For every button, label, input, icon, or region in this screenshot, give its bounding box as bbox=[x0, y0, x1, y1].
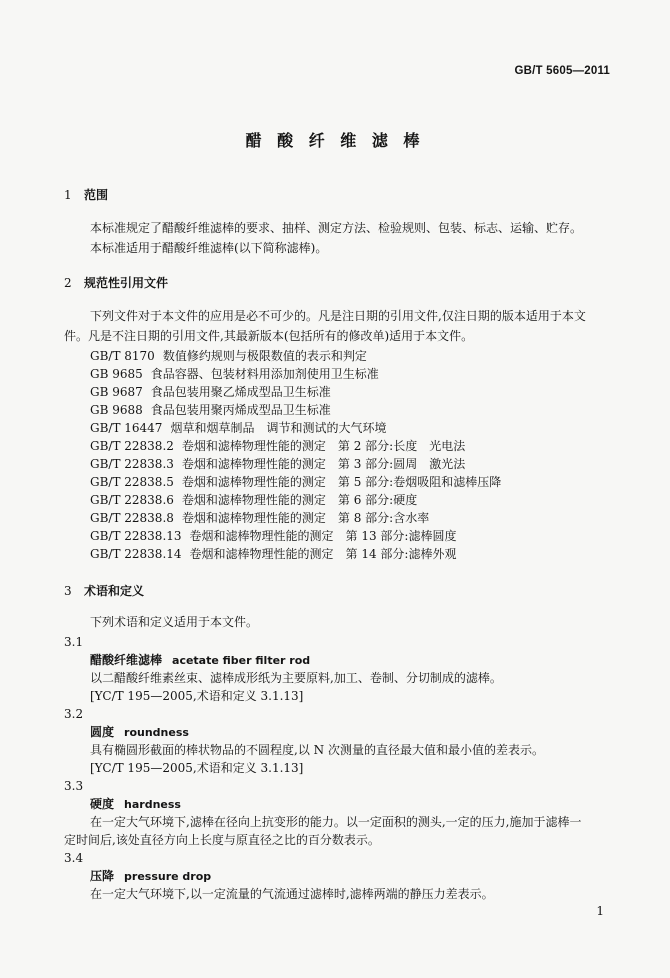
reference-title: 食品包装用聚丙烯成型品卫生标准 bbox=[150, 403, 331, 417]
term-number: 3.4 bbox=[64, 851, 84, 865]
reference-title: 食品容器、包装材料用添加剂使用卫生标准 bbox=[150, 367, 379, 381]
term-heading bbox=[90, 652, 310, 669]
reference-title: 卷烟和滤棒物理性能的测定 第 8 部分:含水率 bbox=[181, 511, 430, 525]
term-en: pressure drop bbox=[124, 870, 212, 883]
reference-item bbox=[90, 510, 429, 526]
standard-number: GB/T 5605—2011 bbox=[514, 65, 610, 77]
reference-item bbox=[90, 384, 331, 400]
reference-code: GB/T 22838.2 bbox=[90, 439, 174, 453]
reference-title: 卷烟和滤棒物理性能的测定 第 14 部分:滤棒外观 bbox=[189, 547, 457, 561]
term-definition: 具有椭圆形截面的棒状物品的不圆程度,以 N 次测量的直径最大值和最小值的差表示。 bbox=[90, 743, 544, 757]
paragraph: 本标准规定了醋酸纤维滤棒的要求、抽样、测定方法、检验规则、包装、标志、运输、贮存。 bbox=[90, 221, 583, 235]
term-heading bbox=[90, 724, 189, 741]
reference-code: GB/T 22838.6 bbox=[90, 493, 174, 507]
reference-item bbox=[90, 348, 367, 364]
reference-item bbox=[90, 438, 465, 454]
term-en: roundness bbox=[124, 726, 189, 739]
reference-code: GB/T 22838.13 bbox=[90, 529, 182, 543]
reference-item bbox=[90, 456, 465, 472]
reference-title: 卷烟和滤棒物理性能的测定 第 3 部分:圆周 激光法 bbox=[181, 457, 466, 471]
term-definition: 在一定大气环境下,以一定流量的气流通过滤棒时,滤棒两端的静压力差表示。 bbox=[90, 887, 494, 901]
reference-code: GB/T 22838.8 bbox=[90, 511, 174, 525]
section-number: 1 bbox=[64, 188, 72, 202]
reference-title: 卷烟和滤棒物理性能的测定 第 5 部分:卷烟吸阻和滤棒压降 bbox=[181, 475, 502, 489]
reference-title: 数值修约规则与极限数值的表示和判定 bbox=[162, 349, 367, 363]
reference-code: GB/T 16447 bbox=[90, 421, 163, 435]
paragraph-continued: 件。凡是不注日期的引用文件,其最新版本(包括所有的修改单)适用于本文件。 bbox=[64, 329, 474, 343]
section-title: 术语和定义 bbox=[84, 584, 145, 598]
section-number: 3 bbox=[64, 584, 72, 598]
term-zh: 压降 bbox=[90, 869, 115, 883]
section-number: 2 bbox=[64, 276, 72, 290]
paragraph: 下列术语和定义适用于本文件。 bbox=[90, 615, 259, 629]
reference-code: GB/T 8170 bbox=[90, 349, 155, 363]
term-source: [YC/T 195—2005,术语和定义 3.1.13] bbox=[90, 689, 304, 703]
reference-code: GB 9687 bbox=[90, 385, 143, 399]
reference-item bbox=[90, 402, 331, 418]
reference-item bbox=[90, 492, 417, 508]
reference-title: 烟草和烟草制品 调节和测试的大气环境 bbox=[170, 421, 387, 435]
paragraph: 下列文件对于本文件的应用是必不可少的。凡是注日期的引用文件,仅注日期的版本适用于本文 bbox=[90, 309, 586, 323]
section-title: 规范性引用文件 bbox=[84, 276, 169, 290]
reference-item bbox=[90, 546, 456, 562]
reference-code: GB 9685 bbox=[90, 367, 143, 381]
paragraph: 本标准适用于醋酸纤维滤棒(以下简称滤棒)。 bbox=[90, 241, 328, 255]
reference-item bbox=[90, 420, 386, 436]
reference-code: GB/T 22838.3 bbox=[90, 457, 174, 471]
term-number: 3.1 bbox=[64, 635, 84, 649]
reference-item bbox=[90, 528, 456, 544]
page-number: 1 bbox=[596, 904, 604, 918]
reference-title: 卷烟和滤棒物理性能的测定 第 2 部分:长度 光电法 bbox=[181, 439, 466, 453]
section-3-heading bbox=[64, 582, 144, 599]
term-number: 3.3 bbox=[64, 779, 84, 793]
reference-item bbox=[90, 474, 501, 490]
reference-title: 卷烟和滤棒物理性能的测定 第 13 部分:滤棒圆度 bbox=[189, 529, 457, 543]
reference-code: GB/T 22838.5 bbox=[90, 475, 174, 489]
section-title: 范围 bbox=[84, 188, 109, 202]
reference-title: 卷烟和滤棒物理性能的测定 第 6 部分:硬度 bbox=[181, 493, 418, 507]
reference-code: GB 9688 bbox=[90, 403, 143, 417]
document-title: 醋 酸 纤 维 滤 棒 bbox=[245, 131, 425, 150]
term-zh: 硬度 bbox=[90, 797, 115, 811]
term-source: [YC/T 195—2005,术语和定义 3.1.13] bbox=[90, 761, 304, 775]
term-definition-continued: 定时间后,该处直径方向上长度与原直径之比的百分数表示。 bbox=[64, 833, 380, 847]
reference-item bbox=[90, 366, 379, 382]
term-definition: 在一定大气环境下,滤棒在径向上抗变形的能力。以一定面积的测头,一定的压力,施加于滤棒一 bbox=[90, 815, 582, 829]
section-1-heading bbox=[64, 186, 108, 203]
reference-title: 食品包装用聚乙烯成型品卫生标准 bbox=[150, 385, 331, 399]
term-heading bbox=[90, 796, 181, 813]
term-number: 3.2 bbox=[64, 707, 84, 721]
term-zh: 圆度 bbox=[90, 725, 115, 739]
term-heading bbox=[90, 868, 211, 885]
term-definition: 以二醋酸纤维素丝束、滤棒成形纸为主要原料,加工、卷制、分切制成的滤棒。 bbox=[90, 671, 502, 685]
section-2-heading bbox=[64, 274, 168, 291]
term-en: acetate fiber filter rod bbox=[172, 654, 311, 667]
term-zh: 醋酸纤维滤棒 bbox=[90, 653, 163, 667]
term-en: hardness bbox=[124, 798, 181, 811]
reference-code: GB/T 22838.14 bbox=[90, 547, 182, 561]
